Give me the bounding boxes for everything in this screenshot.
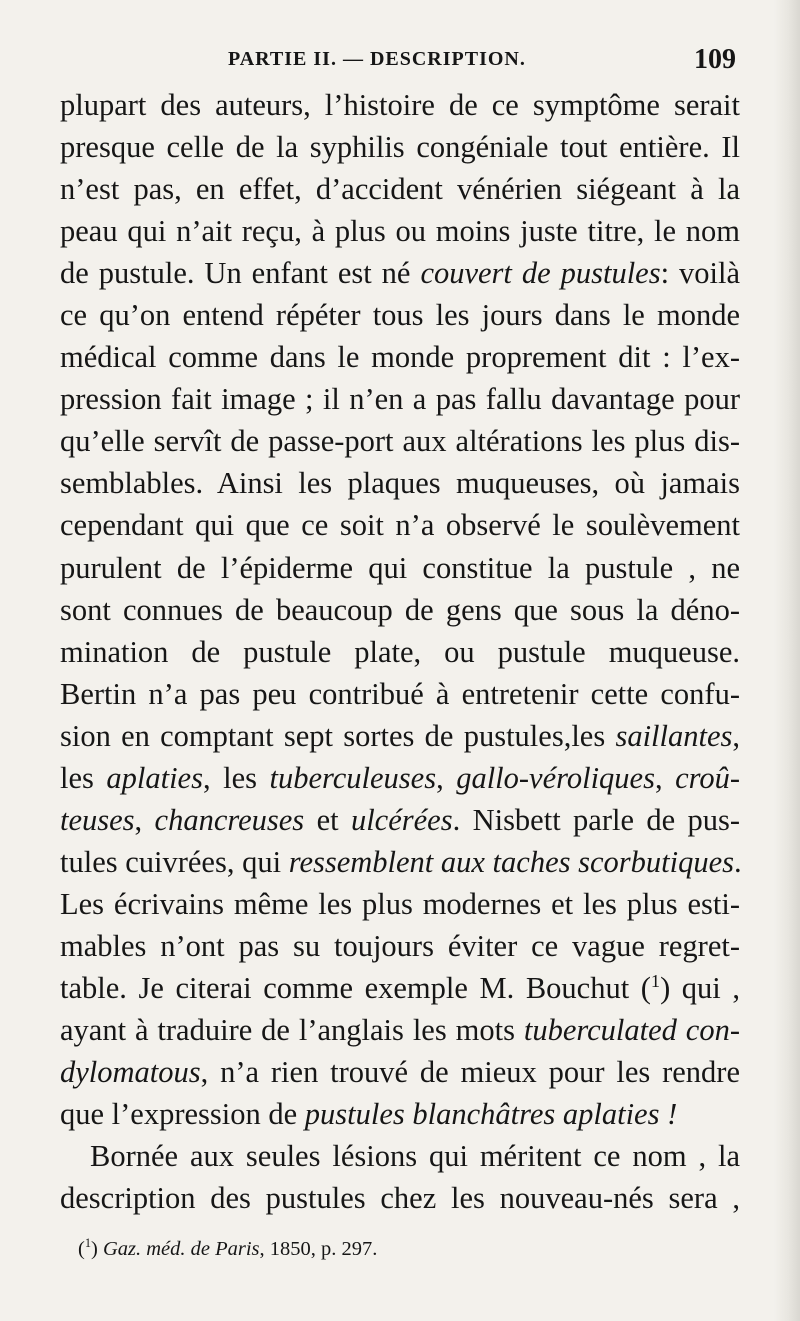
- body-text: [60, 84, 740, 1219]
- text-line: médical comme dans le monde proprement dit : l’ex-: [60, 340, 740, 375]
- text-line: dylomatous, n’a rien trouvé de mieux pour les rendre: [60, 1055, 740, 1090]
- footnote-marker: 1: [84, 1236, 91, 1251]
- italic-phrase: tuberculated con-: [523, 1013, 740, 1048]
- page-header: [62, 44, 742, 78]
- text-line: les aplaties, les tuberculeuses, gallo-véroliques, croû-: [60, 760, 741, 795]
- footnote-source: Gaz. méd. de Paris: [102, 1238, 260, 1260]
- text-line: ayant à traduire de l’anglais les mots tuberculated con-: [60, 1013, 740, 1048]
- text-line: Bornée aux seules lésions qui méritent ce nom , la: [90, 1139, 740, 1174]
- italic-term: aplaties: [106, 760, 203, 795]
- text-line: teuses, chancreuses et ulcérées. Nisbett parle de pus-: [60, 802, 741, 837]
- text-line: qu’elle servît de passe-port aux altérations les plus dis-: [60, 424, 740, 459]
- running-title: PARTIE II. — DESCRIPTION.: [228, 48, 526, 70]
- page-edge-shadow: [774, 0, 800, 1321]
- text-line: Bertin n’a pas peu contribué à entretenir cette confu-: [60, 676, 740, 711]
- text-line: mination de pustule plate, ou pustule muqueuse.: [60, 634, 740, 669]
- text-line: tules cuivrées, qui ressemblent aux taches scorbutiques.: [60, 844, 742, 879]
- text-line: peau qui n’ait reçu, à plus ou moins juste titre, le nom: [60, 214, 740, 249]
- text-line: n’est pas, en effet, d’accident vénérien siégeant à la: [60, 172, 740, 207]
- page-number: 109: [694, 44, 736, 75]
- text-line: mables n’ont pas su toujours éviter ce vague regret-: [60, 928, 740, 963]
- footnote: ($^1$) Gaz. méd. de Paris, 1850, p. 297.: [78, 1236, 378, 1260]
- italic-term: tuberculeuses: [269, 760, 437, 795]
- text-line: cependant qui que ce soit n’a observé le soulèvement: [60, 508, 740, 543]
- italic-term: teuses: [60, 802, 135, 837]
- italic-term: ulcérées: [350, 802, 453, 837]
- text-line: de pustule. Un enfant est né couvert de pustules: voilà: [60, 256, 740, 291]
- text-line: presque celle de la syphilis congéniale tout entière. Il: [60, 130, 740, 165]
- text-line: description des pustules chez les nouveau-nés sera ,: [60, 1181, 740, 1216]
- italic-phrase: ressemblent aux taches scorbutiques: [288, 844, 734, 879]
- text-line: purulent de l’épiderme qui constitue la pustule , ne: [60, 550, 740, 585]
- italic-term: saillantes: [615, 718, 733, 753]
- text-line: table. Je citerai comme exemple M. Bouchut ($^1$) qui ,: [60, 970, 740, 1005]
- text-line: pression fait image ; il n’en a pas fallu davantage pour: [60, 382, 740, 417]
- footnote-citation: , 1850, p. 297.: [259, 1238, 378, 1260]
- text-line: semblables. Ainsi les plaques muqueuses, où jamais: [60, 466, 740, 501]
- italic-term: gallo-véroliques: [456, 760, 655, 795]
- italic-phrase: couvert de pustules: [420, 256, 661, 291]
- italic-phrase: dylomatous: [60, 1055, 201, 1090]
- italic-term: chancreuses: [154, 802, 305, 837]
- italic-term: croû-: [675, 760, 741, 795]
- text-line: sont connues de beaucoup de gens que sous la déno-: [60, 592, 740, 627]
- text-line: sion en comptant sept sortes de pustules,les saillantes,: [60, 718, 741, 753]
- footnote-reference: 1: [650, 970, 661, 991]
- text-line: ce qu’on entend répéter tous les jours dans le monde: [60, 298, 740, 333]
- text-line: plupart des auteurs, l’histoire de ce symptôme serait: [60, 88, 740, 122]
- text-line: Les écrivains même les plus modernes et les plus esti-: [60, 886, 740, 921]
- italic-phrase: pustules blanchâtres aplaties !: [304, 1097, 678, 1132]
- text-line: que l’expression de pustules blanchâtres aplaties !: [60, 1097, 678, 1132]
